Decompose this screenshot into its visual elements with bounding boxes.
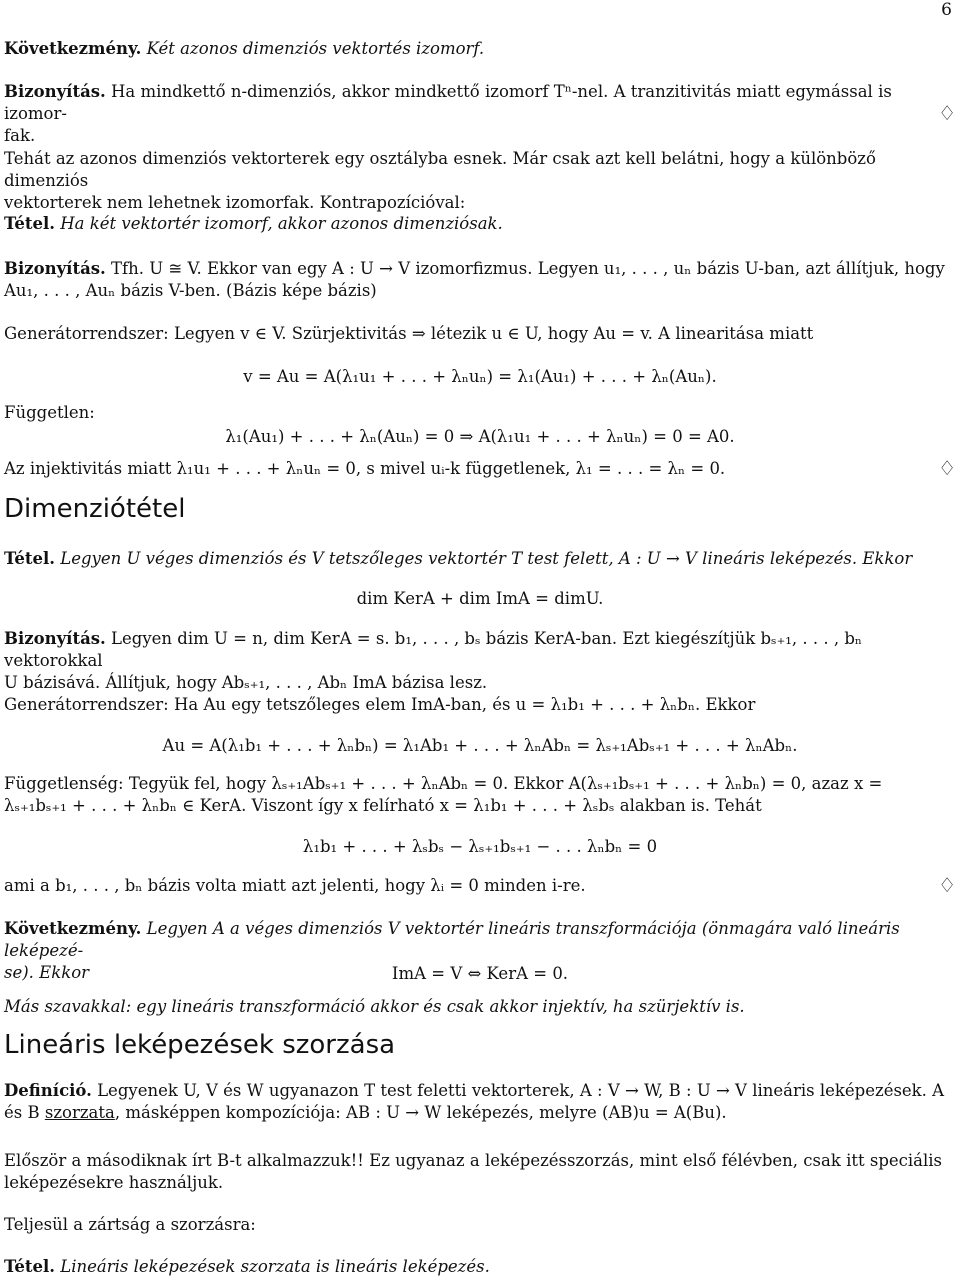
paragraph-line: vektorterek nem lehetnek izomorfak. Kontrapozícióval: bbox=[4, 193, 466, 212]
proof-text-cont: U bázisává. Állítjuk, hogy Abₛ₊₁, . . . , Abₙ ImA bázisa lesz. bbox=[4, 673, 488, 692]
equation: Au = A(λ₁b₁ + . . . + λₙbₙ) = λ₁Ab₁ + . . . + λₙAbₙ = λₛ₊₁Abₛ₊₁ + . . . + λₙAbₙ. bbox=[162, 736, 798, 755]
conclusion-text: ami a b₁, . . . , bₙ bázis volta miatt azt jelenti, hogy λᵢ = 0 minden i-re. bbox=[4, 876, 586, 895]
corollary-remark bbox=[4, 996, 956, 1018]
equation-dimension bbox=[4, 588, 956, 610]
definition-text-cont: , másképpen kompozíciója: AB : U → W leképezés, melyre (AB)u = A(Bu). bbox=[114, 1103, 727, 1122]
proof-text-cont: fak. bbox=[4, 126, 36, 145]
corollary-text: Legyen A a véges dimenziós V vektortér lineáris transzformációja (önmagára való lineáris leképezé- bbox=[4, 919, 900, 960]
theorem-label: Tétel. bbox=[4, 214, 56, 233]
paragraph-line: Először a másodiknak írt B-t alkalmazzuk!! Ez ugyanaz a leképezésszorzás, mint első félévben, csak itt speciális bbox=[4, 1151, 943, 1170]
equation: λ₁b₁ + . . . + λₛbₛ − λₛ₊₁bₛ₊₁ − . . . λₙbₙ = 0 bbox=[302, 837, 658, 856]
corollary-text-cont: se). Ekkor bbox=[4, 963, 90, 982]
proof-label: Bizonyítás. bbox=[4, 82, 106, 101]
theorem-text: Legyen U véges dimenziós és V tetszőleges vektortér T test felett, A : U → V lineáris leképezés. Ekkor bbox=[60, 549, 913, 568]
equation: v = Au = A(λ₁u₁ + . . . + λₙuₙ) = λ₁(Au₁) + . . . + λₙ(Auₙ). bbox=[243, 367, 717, 386]
generator-text: Generátorrendszer: Legyen v ∈ V. Szürjektivitás ⇒ létezik u ∈ U, hogy Au = v. A linearitása miatt bbox=[4, 324, 814, 343]
page-number: 6 bbox=[941, 0, 952, 20]
independence-paragraph-2 bbox=[4, 773, 956, 817]
definition-text: Legyenek U, V és W ugyanazon T test feletti vektorterek, A : V → W, B : U → V lineáris leképezések. A bbox=[97, 1081, 945, 1100]
proof-2 bbox=[4, 258, 956, 302]
proof-text: Ha mindkettő n-dimenziós, akkor mindkettő izomorf Tⁿ-nel. A tranzitivitás miatt egymással is izomor- bbox=[4, 82, 892, 123]
equation-independence-2 bbox=[4, 836, 956, 858]
proof-label: Bizonyítás. bbox=[4, 629, 106, 648]
paragraph-3 bbox=[4, 1214, 956, 1236]
proof-text: Tfh. U ≅ V. Ekkor van egy A : U → V izomorfizmus. Legyen u₁, . . . , uₙ bázis U-ban, azt állítjuk, hogy bbox=[111, 259, 945, 278]
proof-1 bbox=[4, 81, 956, 147]
definition-1 bbox=[4, 1080, 956, 1124]
independence-text-cont: λₛ₊₁bₛ₊₁ + . . . + λₙbₙ ∈ KerA. Viszont így x felírható x = λ₁b₁ + . . . + λₛbₛ alakban is. Tehát bbox=[4, 796, 762, 815]
equation: ImA = V ⇔ KerA = 0. bbox=[391, 964, 569, 983]
theorem-3 bbox=[4, 1256, 956, 1278]
equation: dim KerA + dim ImA = dimU. bbox=[356, 589, 604, 608]
generator-paragraph-2 bbox=[4, 694, 956, 716]
paragraph-line: Teljesül a zártság a szorzásra: bbox=[4, 1215, 256, 1234]
independence-conclusion bbox=[4, 875, 956, 897]
proof-text: Legyen dim U = n, dim KerA = s. b₁, . . . , bₛ bázis KerA-ban. Ezt kiegészítjük bₛ₊₁, . . . , bₙ vektorokkal bbox=[4, 629, 863, 670]
generator-paragraph-1 bbox=[4, 323, 956, 345]
theorem-text: Lineáris leképezések szorzata is lineáris leképezés. bbox=[60, 1257, 490, 1276]
generator-text: Generátorrendszer: Ha Au egy tetszőleges elem ImA-ban, és u = λ₁b₁ + . . . + λₙbₙ. Ekkor bbox=[4, 695, 756, 714]
theorem-1 bbox=[4, 213, 956, 235]
definition-term: szorzata bbox=[44, 1103, 115, 1122]
section-title-dimension-theorem: Dimenziótétel bbox=[4, 494, 186, 524]
section-title-linear-maps-product: Lineáris leképezések szorzása bbox=[4, 1030, 396, 1060]
qed-diamond-icon: ♢ bbox=[938, 456, 956, 480]
corollary-text: Két azonos dimenziós vektortés izomorf. bbox=[146, 39, 485, 58]
qed-diamond-icon: ♢ bbox=[938, 101, 956, 125]
equation-corollary bbox=[4, 963, 956, 985]
corollary-1 bbox=[4, 38, 956, 60]
equation-generator-1 bbox=[4, 366, 956, 388]
injectivity-line bbox=[4, 458, 956, 480]
paragraph-2 bbox=[4, 1150, 956, 1194]
qed-diamond-icon: ♢ bbox=[938, 873, 956, 897]
independence-text: Függetlenség: Tegyük fel, hogy λₛ₊₁Abₛ₊₁ + . . . + λₙAbₙ = 0. Ekkor A(λₛ₊₁bₛ₊₁ + . . . + λₙbₙ) = 0, azaz x = bbox=[4, 774, 883, 793]
paragraph-line: leképezésekre használjuk. bbox=[4, 1173, 224, 1192]
proof-text-cont: Au₁, . . . , Auₙ bázis V-ben. (Bázis képe bázis) bbox=[4, 281, 377, 300]
paragraph-line: Tehát az azonos dimenziós vektorterek egy osztályba esnek. Már csak azt kell belátni, hogy a különböző dimenziós bbox=[4, 149, 876, 190]
equation-generator-2 bbox=[4, 735, 956, 757]
corollary-label: Következmény. bbox=[4, 919, 142, 938]
remark-text: Más szavakkal: egy lineáris transzformáció akkor és csak akkor injektív, ha szürjektív is. bbox=[4, 997, 745, 1016]
theorem-2 bbox=[4, 548, 956, 570]
equation: λ₁(Au₁) + . . . + λₙ(Auₙ) = 0 ⇒ A(λ₁u₁ + . . . + λₙuₙ) = 0 = A0. bbox=[225, 427, 735, 446]
theorem-label: Tétel. bbox=[4, 1257, 56, 1276]
theorem-label: Tétel. bbox=[4, 549, 56, 568]
corollary-label: Következmény. bbox=[4, 39, 142, 58]
injectivity-text: Az injektivitás miatt λ₁u₁ + . . . + λₙuₙ = 0, s mivel uᵢ-k függetlenek, λ₁ = . . . = λₙ = 0. bbox=[4, 459, 726, 478]
independent-label-text: Független: bbox=[4, 403, 95, 422]
independent-label bbox=[4, 402, 956, 424]
proof-label: Bizonyítás. bbox=[4, 259, 106, 278]
definition-label: Definíció. bbox=[4, 1081, 92, 1100]
theorem-text: Ha két vektortér izomorf, akkor azonos dimenziósak. bbox=[60, 214, 503, 233]
proof-3 bbox=[4, 628, 956, 694]
equation-independence-1 bbox=[4, 426, 956, 448]
paragraph-1 bbox=[4, 148, 956, 214]
definition-text-cont: és B bbox=[4, 1103, 45, 1122]
